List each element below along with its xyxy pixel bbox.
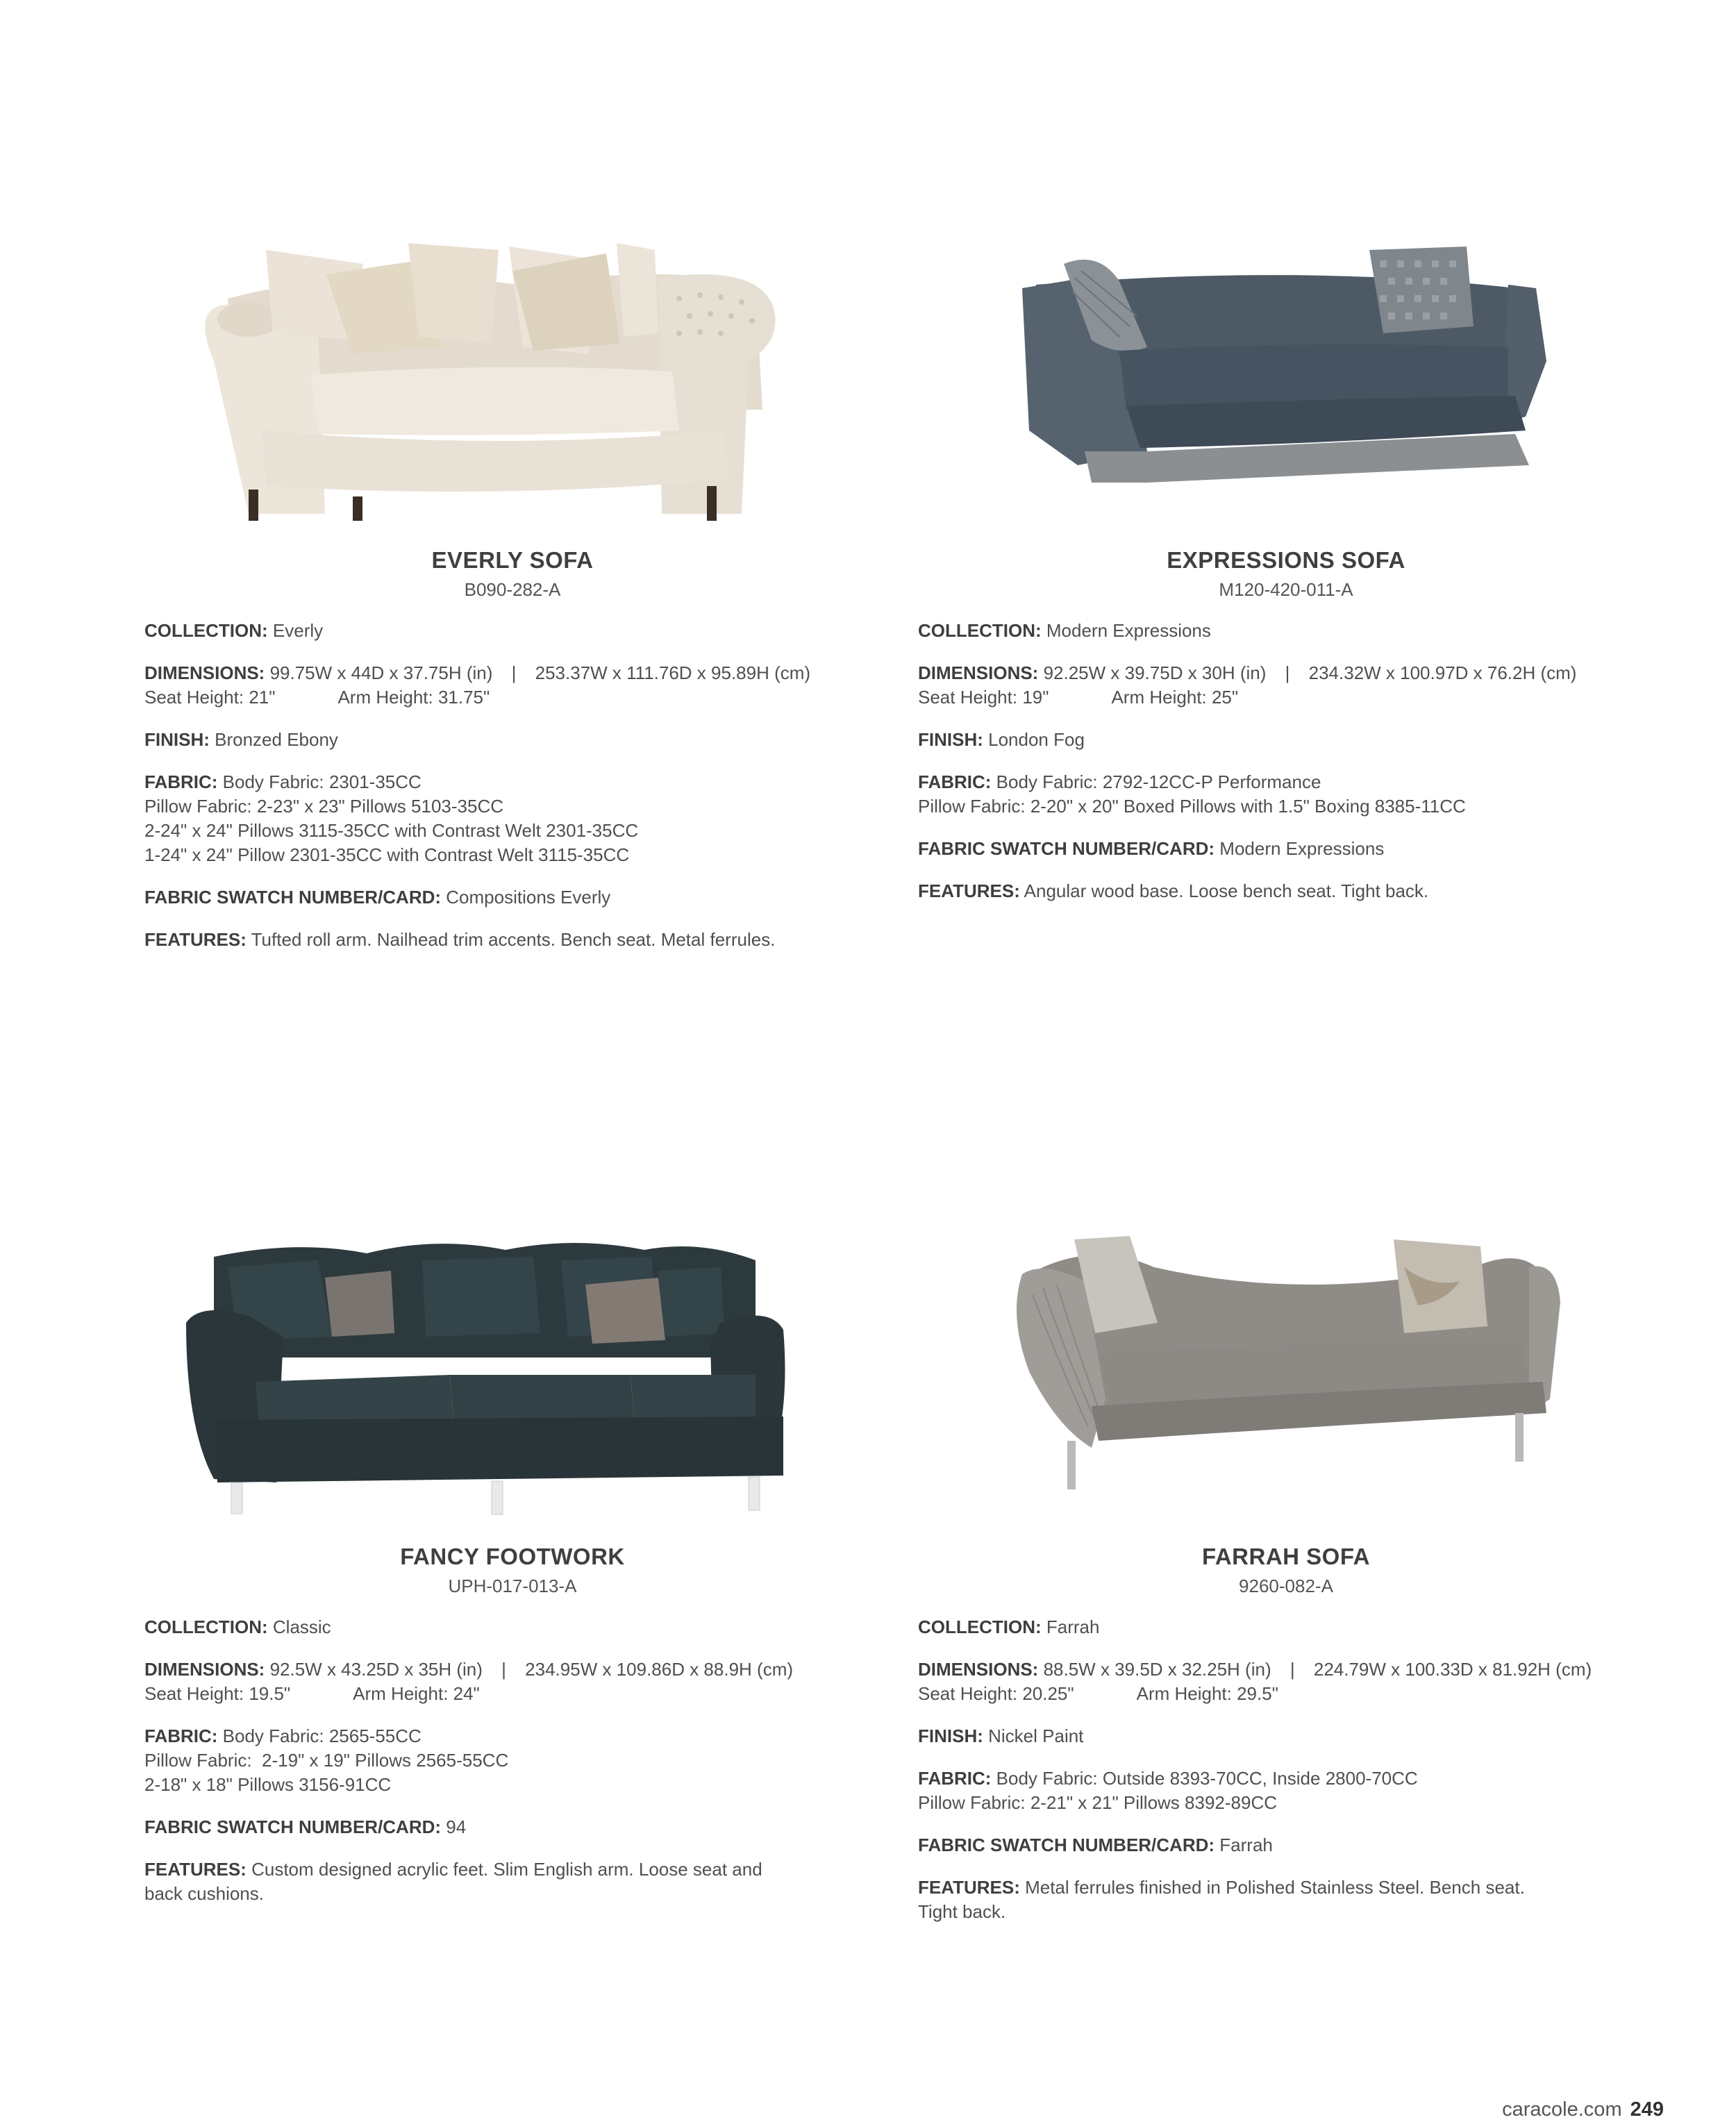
spec-value: Farrah	[1046, 1616, 1100, 1637]
fancy-footwork-illustration	[144, 1219, 880, 1517]
fabric-line: Pillow Fabric: 2-19" x 19" Pillows 2565-55CC	[144, 1750, 509, 1771]
seat-height: Seat Height: 19.5"	[144, 1683, 291, 1704]
spec-label: DIMENSIONS:	[918, 1659, 1039, 1680]
fabric-line: Body Fabric: Outside 8393-70CC, Inside 2800-70CC	[996, 1768, 1418, 1789]
everly-sofa-illustration	[144, 222, 880, 521]
features-spec	[918, 879, 1654, 903]
arm-height: Arm Height: 24"	[353, 1683, 480, 1704]
expressions-sofa-illustration	[918, 222, 1654, 521]
seat-height: Seat Height: 19"	[918, 687, 1049, 708]
features-spec	[144, 928, 880, 952]
fabric-spec	[144, 1724, 880, 1797]
swatch-spec	[918, 1833, 1654, 1857]
product-sku: B090-282-A	[464, 579, 561, 600]
fabric-line: Body Fabric: 2792-12CC-P Performance	[996, 771, 1321, 792]
dimensions-spec	[144, 1657, 880, 1706]
spec-value: Bronzed Ebony	[215, 729, 338, 750]
product-sku: M120-420-011-A	[1219, 579, 1353, 600]
product-farrah-sofa	[918, 1219, 1654, 1924]
features-spec	[918, 1875, 1654, 1924]
spec-label: FEATURES:	[918, 880, 1020, 901]
product-fancy-footwork	[144, 1219, 880, 1906]
spec-label: FINISH:	[918, 729, 983, 750]
dimensions-spec	[144, 661, 880, 710]
collection-spec	[144, 619, 880, 643]
product-title: FARRAH SOFA	[1201, 1544, 1370, 1569]
fabric-line: Pillow Fabric: 2-20" x 20" Boxed Pillows with 1.5" Boxing 8385-11CC	[918, 796, 1466, 817]
spec-value: 94	[446, 1816, 467, 1837]
dimensions-spec	[918, 1657, 1654, 1706]
spec-value: Tight back.	[918, 1901, 1006, 1922]
dimensions-cm: 224.79W x 100.33D x 81.92H (cm)	[1313, 1659, 1592, 1680]
product-everly-sofa	[144, 222, 880, 952]
spec-label: FABRIC:	[144, 771, 218, 792]
dimensions-cm: 234.32W x 100.97D x 76.2H (cm)	[1308, 662, 1577, 683]
fabric-line: Pillow Fabric: 2-21" x 21" Pillows 8392-89CC	[918, 1792, 1278, 1813]
farrah-sofa-illustration	[918, 1219, 1654, 1517]
spec-value: Classic	[272, 1616, 331, 1637]
fabric-line: 2-18" x 18" Pillows 3156-91CC	[144, 1774, 392, 1795]
spec-label: COLLECTION:	[144, 1616, 268, 1637]
spec-label: FINISH:	[918, 1726, 983, 1746]
finish-spec	[144, 728, 880, 752]
product-title: EXPRESSIONS SOFA	[1167, 547, 1405, 573]
dimensions-in: 88.5W x 39.5D x 32.25H (in)	[1043, 1659, 1271, 1680]
dimensions-in: 92.5W x 43.25D x 35H (in)	[269, 1659, 483, 1680]
dimensions-spec	[918, 661, 1654, 710]
spec-label: DIMENSIONS:	[918, 662, 1039, 683]
fabric-line: 1-24" x 24" Pillow 2301-35CC with Contrast Welt 3115-35CC	[144, 844, 630, 865]
collection-spec	[918, 1615, 1654, 1639]
fabric-line: 2-24" x 24" Pillows 3115-35CC with Contrast Welt 2301-35CC	[144, 820, 639, 841]
seat-height: Seat Height: 21"	[144, 687, 276, 708]
swatch-spec	[144, 1815, 880, 1839]
spec-label: FINISH:	[144, 729, 210, 750]
dimensions-separator: |	[1285, 662, 1290, 683]
arm-height: Arm Height: 25"	[1111, 687, 1239, 708]
dimensions-cm: 234.95W x 109.86D x 88.9H (cm)	[525, 1659, 794, 1680]
seat-height: Seat Height: 20.25"	[918, 1683, 1074, 1704]
fabric-spec	[918, 1766, 1654, 1815]
dimensions-separator: |	[501, 1659, 506, 1680]
fabric-spec	[144, 770, 880, 867]
spec-label: FABRIC SWATCH NUMBER/CARD:	[918, 1835, 1215, 1855]
expressions-sofa-image	[918, 222, 1654, 521]
spec-label: FABRIC SWATCH NUMBER/CARD:	[144, 887, 442, 908]
dimensions-in: 92.25W x 39.75D x 30H (in)	[1043, 662, 1267, 683]
spec-value: London Fog	[988, 729, 1085, 750]
product-title: EVERLY SOFA	[431, 547, 594, 573]
features-spec	[144, 1857, 880, 1906]
spec-label: DIMENSIONS:	[144, 662, 265, 683]
page-number: 249	[1630, 2098, 1664, 2121]
product-sku: 9260-082-A	[1239, 1576, 1333, 1596]
dimensions-separator: |	[511, 662, 517, 683]
spec-value: Everly	[272, 620, 324, 641]
collection-spec	[144, 1615, 880, 1639]
dimensions-cm: 253.37W x 111.76D x 95.89H (cm)	[535, 662, 811, 683]
spec-label: FEATURES:	[918, 1877, 1020, 1898]
arm-height: Arm Height: 31.75"	[337, 687, 490, 708]
fancy-footwork-image	[144, 1219, 880, 1517]
spec-value: Farrah	[1219, 1835, 1273, 1855]
spec-label: FEATURES:	[144, 1859, 247, 1880]
spec-label: FABRIC SWATCH NUMBER/CARD:	[144, 1816, 442, 1837]
spec-value: Compositions Everly	[446, 887, 611, 908]
spec-label: FABRIC:	[918, 1768, 992, 1789]
fabric-line: Body Fabric: 2565-55CC	[222, 1726, 422, 1746]
finish-spec	[918, 1724, 1654, 1748]
page-footer	[1502, 2098, 1664, 2121]
spec-value: Modern Expressions	[1046, 620, 1211, 641]
spec-label: DIMENSIONS:	[144, 1659, 265, 1680]
spec-label: FABRIC:	[918, 771, 992, 792]
collection-spec	[918, 619, 1654, 643]
spec-value: back cushions.	[144, 1883, 264, 1904]
product-title: FANCY FOOTWORK	[400, 1544, 625, 1569]
spec-value: Custom designed acrylic feet. Slim English arm. Loose seat and	[251, 1859, 762, 1880]
spec-label: COLLECTION:	[918, 620, 1042, 641]
spec-value: Tufted roll arm. Nailhead trim accents. Bench seat. Metal ferrules.	[251, 929, 776, 950]
product-expressions-sofa	[918, 222, 1654, 903]
spec-label: COLLECTION:	[918, 1616, 1042, 1637]
spec-value: Metal ferrules finished in Polished Stainless Steel. Bench seat.	[1025, 1877, 1525, 1898]
spec-label: FEATURES:	[144, 929, 247, 950]
everly-sofa-image	[144, 222, 880, 521]
arm-height: Arm Height: 29.5"	[1136, 1683, 1278, 1704]
finish-spec	[918, 728, 1654, 752]
spec-label: FABRIC:	[144, 1726, 218, 1746]
spec-label: COLLECTION:	[144, 620, 268, 641]
farrah-sofa-image	[918, 1219, 1654, 1517]
dimensions-in: 99.75W x 44D x 37.75H (in)	[269, 662, 493, 683]
website-link[interactable]: caracole.com	[1502, 2098, 1622, 2121]
fabric-spec	[918, 770, 1654, 819]
dimensions-separator: |	[1290, 1659, 1295, 1680]
spec-value: Nickel Paint	[988, 1726, 1084, 1746]
spec-label: FABRIC SWATCH NUMBER/CARD:	[918, 838, 1215, 859]
swatch-spec	[144, 885, 880, 910]
spec-value: Angular wood base. Loose bench seat. Tight back.	[1024, 880, 1429, 901]
spec-value: Modern Expressions	[1219, 838, 1385, 859]
fabric-line: Body Fabric: 2301-35CC	[222, 771, 422, 792]
swatch-spec	[918, 837, 1654, 861]
product-sku: UPH-017-013-A	[448, 1576, 577, 1596]
fabric-line: Pillow Fabric: 2-23" x 23" Pillows 5103-35CC	[144, 796, 504, 817]
